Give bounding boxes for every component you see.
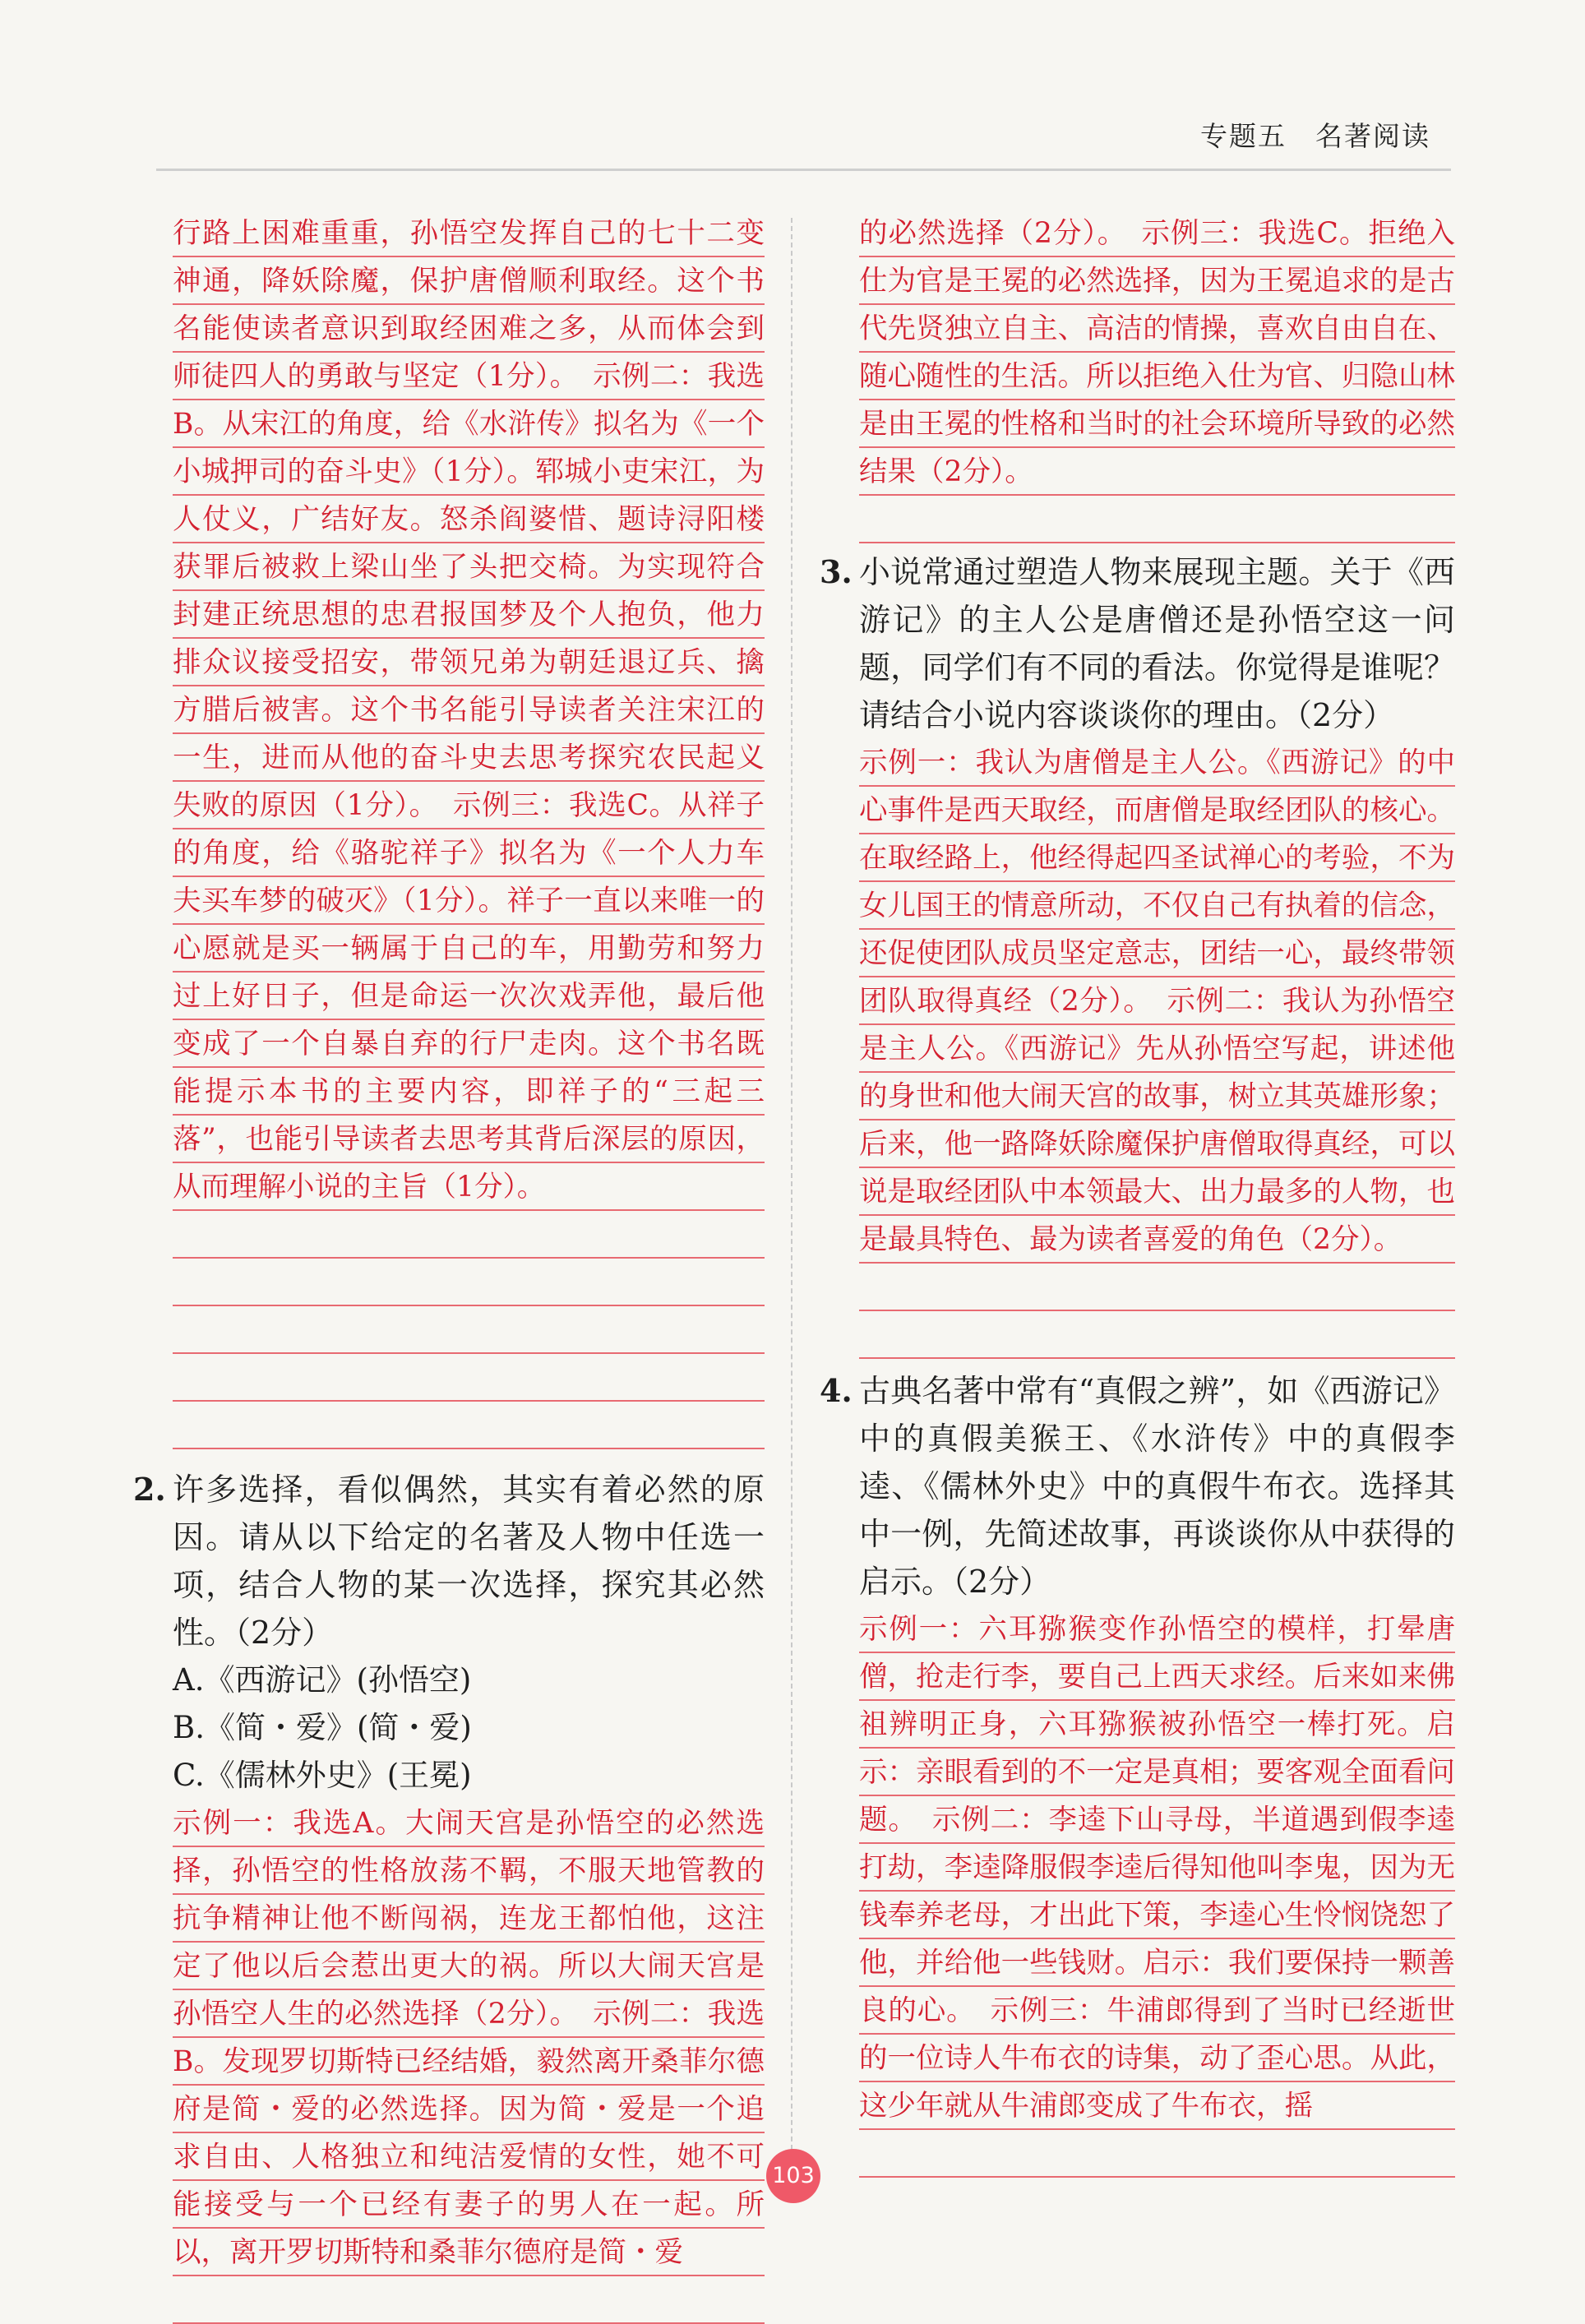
question-number: 4. xyxy=(820,1372,853,1409)
question-number: 3. xyxy=(820,553,853,590)
answer-continuation: 的必然选择（2分）。 示例三：我选C。拒绝入仕为官是王冕的必然选择，因为王冕追求的是古代先贤独立自主、高洁的情操，喜欢自由自在、随心随性的生活。所以拒绝入仕为官、归隐山林是由王冕的性格和当时的社会环境所导致的必然结果（2分）。 xyxy=(859,210,1455,543)
section-header: 专题五 名著阅读 xyxy=(1200,120,1430,152)
right-column xyxy=(820,210,1455,2178)
answer-q2: 示例一：我选A。大闹天宫是孙悟空的必然选择，孙悟空的性格放荡不羁，不服天地管教的抗争精神让他不断闯祸，连龙王都怕他，这注定了他以后会惹出更大的祸。所以大闹天宫是孙悟空人生的必然选择（2分）。 示例二：我选B。发现罗切斯特已经结婚，毅然离开桑菲尔德府是简・爱的必然选择。因为简・爱是一个追求自由、人格独立和纯洁爱情的女性，她不可能接受与一个已经有妻子的男人在一起。所以，离开罗切斯特和桑菲尔德府是简・爱 xyxy=(173,1800,765,2324)
option-c: C.《儒林外史》(王冕) xyxy=(173,1758,472,1793)
header-rule xyxy=(156,169,1451,171)
answer-q4: 示例一：六耳猕猴变作孙悟空的模样，打晕唐僧，抢走行李，要自己上西天求经。后来如来佛祖辨明正身，六耳猕猴被孙悟空一棒打死。启示：亲眼看到的不一定是真相；要客观全面看问题。 示例二：李逵下山寻母，半道遇到假李逵打劫，李逵降服假李逵后得知他叫李鬼，因为无钱奉养老母，才出此下策，李逵心生怜悯饶恕了他，并给他一些钱财。启示：我们要保持一颗善良的心。 示例三：牛浦郎得到了当时已经逝世的一位诗人牛布衣的诗集，动了歪心思。从此，这少年就从牛浦郎变成了牛布衣，摇 xyxy=(859,1606,1455,2178)
page-number-badge: 103 xyxy=(766,2149,820,2203)
option-b: B.《简・爱》(简・爱) xyxy=(173,1710,472,1745)
question-text: 小说常通过塑造人物来展现主题。关于《西游记》的主人公是唐僧还是孙悟空这一问题，同学们有不同的看法。你觉得是谁呢？请结合小说内容谈谈你的理由。（2分） xyxy=(859,554,1455,733)
question-2 xyxy=(133,1466,765,1656)
question-text: 许多选择，看似偶然，其实有着必然的原因。请从以下给定的名著及人物中任选一项，结合人物的某一次选择，探究其必然性。（2分） xyxy=(173,1472,765,1651)
question-text: 古典名著中常有“真假之辨”，如《西游记》中的真假美猴王、《水浒传》中的真假李逵、《儒林外史》中的真假牛布衣。选择其中一例，先简述故事，再谈谈你从中获得的启示。（2分） xyxy=(859,1373,1455,1600)
answer-continuation: 行路上困难重重，孙悟空发挥自己的七十二变神通，降妖除魔，保护唐僧顺利取经。这个书名能使读者意识到取经困难之多，从而体会到师徒四人的勇敢与坚定（1分）。 示例二：我选B。从宋江的角度，给《水浒传》拟名为《一个小城押司的奋斗史》（1分）。郓城小吏宋江，为人仗义，广结好友。怒杀阎婆惜、题诗浔阳楼获罪后被救上梁山坐了头把交椅。为实现符合封建正统思想的忠君报国梦及个人抱负，他力排众议接受招安，带领兄弟为朝廷退辽兵、擒方腊后被害。这个书名能引导读者关注宋江的一生，进而从他的奋斗史去思考探究农民起义失败的原因（1分）。 示例三：我选C。从祥子的角度，给《骆驼祥子》拟名为《一个人力车夫买车梦的破灭》（1分）。祥子一直以来唯一的心愿就是买一辆属于自己的车，用勤劳和努力过上好日子，但是命运一次次戏弄他，最后他变成了一个自暴自弃的行尸走肉。这个书名既能提示本书的主要内容，即祥子的“三起三落”，也能引导读者去思考其背后深层的原因，从而理解小说的主旨（1分）。 xyxy=(173,210,765,1461)
question-number: 2. xyxy=(133,1471,166,1508)
column-divider xyxy=(791,218,792,2174)
answer-q3: 示例一：我认为唐僧是主人公。《西游记》的中心事件是西天取经，而唐僧是取经团队的核心。在取经路上，他经得起四圣试禅心的考验，不为女儿国王的情意所动，不仅自己有执着的信念，还促使团队成员坚定意志，团结一心，最终带领团队取得真经（2分）。 示例二：我认为孙悟空是主人公。《西游记》先从孙悟空写起，讲述他的身世和他大闹天宫的故事，树立其英雄形象；后来，他一路降妖除魔保护唐僧取得真经，可以说是取经团队中本领最大、出力最多的人物，也是最具特色、最为读者喜爱的角色（2分）。 xyxy=(859,739,1455,1359)
question-3 xyxy=(820,548,1455,739)
question-4 xyxy=(820,1367,1455,1606)
left-column xyxy=(133,210,765,2324)
option-a: A.《西游记》(孙悟空) xyxy=(173,1662,472,1698)
